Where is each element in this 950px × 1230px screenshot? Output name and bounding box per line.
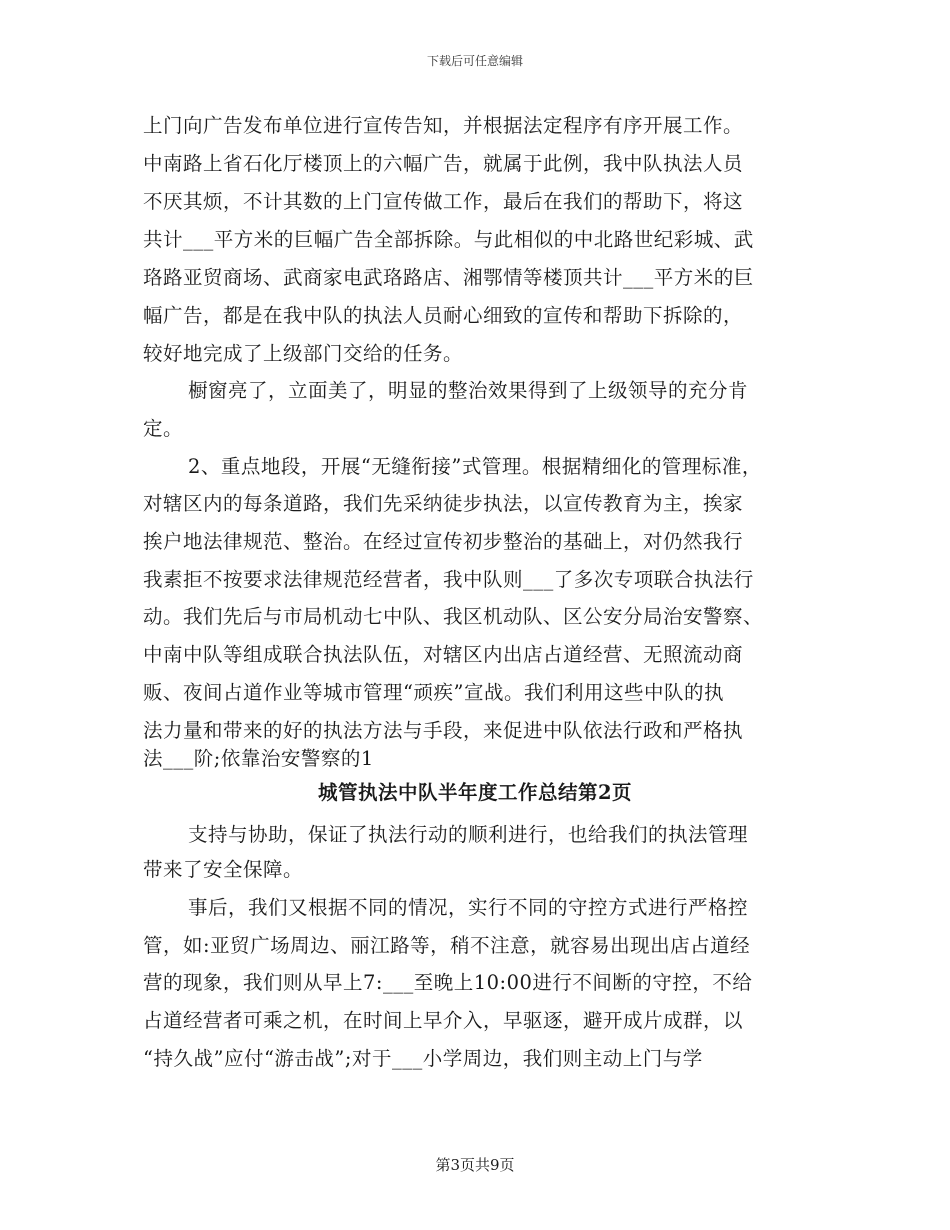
body-line: 占道经营者可乘之机，在时间上早介入，早驱逐，避开成片成群，以 [143,1009,744,1032]
body-line: 幅广告，都是在我中队的执法人员耐心细致的宣传和帮助下拆除的， [143,304,744,327]
body-line: 贩、夜间占道作业等城市管理“顽疾”宣战。我们利用这些中队的执 [143,681,724,704]
body-line: 不厌其烦，不计其数的上门宣传做工作，最后在我们的帮助下，将这 [143,190,744,213]
body-line: 动。我们先后与市局机动七中队、我区机动队、区公安分局治安警察、 [143,605,764,628]
body-line: 法力量和带来的好的执法方法与手段，来促进中队依法行政和严格执 [143,719,744,742]
body-line: 较好地完成了上级部门交给的任务。 [143,342,464,365]
body-line: 挨户地法律规范、整治。在经过宣传初步整治的基础上，对仍然我行 [143,530,744,553]
page-footer: 第3页共9页 [435,1156,515,1174]
body-line: 共计___平方米的巨幅广告全部拆除。与此相似的中北路世纪彩城、武 [143,228,754,251]
body-line: 对辖区内的每条道路，我们先采纳徒步执法，以宣传教育为主，挨家 [143,492,744,515]
body-line: 上门向广告发布单位进行宣传告知，并根据法定程序有序开展工作。 [143,114,744,137]
body-line: 事后，我们又根据不同的情况，实行不同的守控方式进行严格控 [188,896,749,919]
body-line: 我素拒不按要求法律规范经营者，我中队则___了多次专项联合执法行 [143,568,754,591]
body-line: 带来了安全保障。 [143,858,304,881]
body-line: 橱窗亮了，立面美了，明显的整治效果得到了上级领导的充分肯 [188,379,749,402]
header-note: 下载后可任意编辑 [426,54,523,68]
body-line: 2、重点地段，开展“无缝衔接”式管理。根据精细化的管理标准， [188,455,762,478]
body-line: 中南中队等组成联合执法队伍，对辖区内出店占道经营、无照流动商 [143,643,744,666]
body-line: 营的现象，我们则从早上7:___至晚上10:00进行不间断的守控，不给 [143,971,753,994]
body-line: “持久战”应付“游击战”;对于___小学周边，我们则主动上门与学 [143,1047,703,1070]
body-line: 珞路亚贸商场、武商家电武珞路店、湘鄂情等楼顶共计___平方米的巨 [143,266,754,289]
body-line: 支持与协助，保证了执法行动的顺利进行，也给我们的执法管理 [188,823,749,846]
body-line: 管，如:亚贸广场周边、丽江路等，稍不注意，就容易出现出店占道经 [143,934,751,957]
body-line: 法___阶;依靠治安警察的1 [143,747,374,770]
body-line: 定。 [143,417,184,440]
section-title: 城管执法中队半年度工作总结第2页 [317,781,633,804]
body-line: 中南路上省石化厅楼顶上的六幅广告，就属于此例，我中队执法人员 [143,152,744,175]
